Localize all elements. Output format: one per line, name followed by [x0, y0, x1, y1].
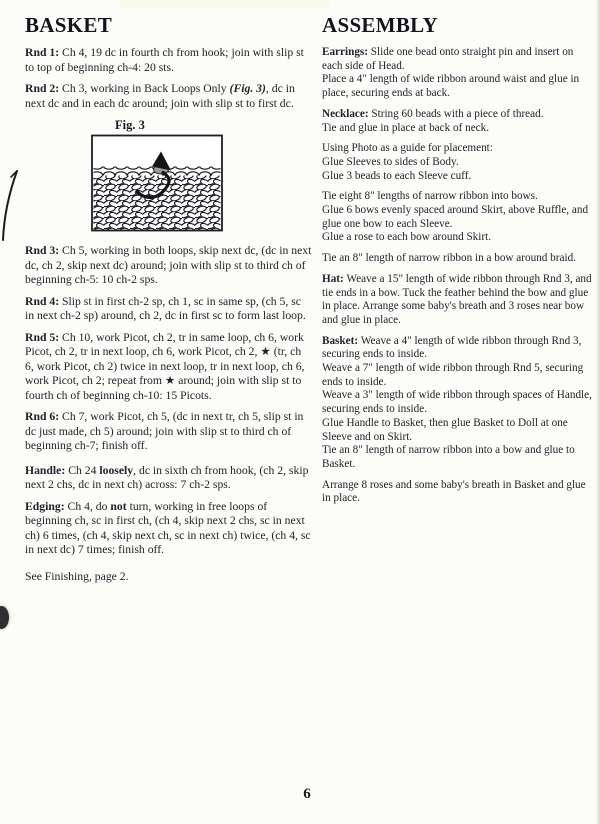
paragraph	[322, 142, 594, 183]
paragraph	[322, 108, 594, 135]
paragraph	[25, 464, 312, 493]
paragraph	[25, 570, 312, 585]
assembly-heading: ASSEMBLY	[322, 13, 439, 37]
text-line	[322, 362, 594, 389]
paragraph	[322, 252, 594, 266]
text-line	[25, 82, 312, 111]
text-run: Ch 5, working in both loops, skip next dc, (dc in next dc, ch 2, skip next dc) around; join with slip st to third ch of beginning ch-5: 10 ch-2 sps.	[25, 244, 312, 286]
paragraph-label: Hat:	[322, 272, 347, 285]
text-line	[322, 417, 594, 444]
text-run: not	[110, 499, 127, 513]
text-run: Weave a 7" length of wide ribbon through Rnd 5, securing ends to inside.	[322, 362, 584, 388]
paragraph	[322, 335, 594, 472]
text-run: Tie an 8" length of narrow ribbon in a bow around braid.	[322, 252, 576, 265]
basket-instructions-bottom	[25, 244, 312, 584]
text-line	[322, 389, 594, 416]
page-number: 6	[303, 786, 311, 802]
text-run: Weave a 4" length of wide ribbon through Rnd 3, securing ends to inside.	[322, 334, 582, 361]
text-line	[25, 331, 312, 404]
paragraph-label: Rnd 4:	[25, 294, 63, 308]
text-run: See Finishing, page 2.	[25, 569, 129, 583]
paragraph	[322, 273, 594, 328]
text-line	[25, 500, 312, 558]
paragraph-label: Rnd 5:	[25, 330, 63, 344]
text-run: Glue a rose to each bow around Skirt.	[322, 231, 492, 244]
paragraph	[322, 190, 594, 245]
text-line	[322, 252, 594, 266]
paragraph-label: Basket:	[322, 334, 361, 347]
text-run: (Fig. 3)	[229, 82, 266, 95]
text-line	[322, 122, 594, 136]
text-line	[322, 190, 594, 204]
paragraph-label: Rnd 3:	[25, 244, 63, 257]
text-run: Glue Sleeves to sides of Body.	[322, 155, 459, 168]
scan-tint	[120, 0, 330, 8]
text-line	[25, 570, 312, 585]
crochet-stitch-diagram	[91, 134, 223, 232]
text-run: Ch 4, 19 dc in fourth ch from hook; join with slip st to top of beginning ch-4: 20 sts.	[25, 46, 304, 74]
paragraph-label: Rnd 6:	[25, 410, 63, 423]
paragraph	[25, 82, 312, 111]
text-line	[322, 108, 594, 122]
text-line	[322, 142, 594, 156]
text-line	[322, 204, 594, 231]
text-run: Ch 4, do	[67, 499, 111, 513]
text-line	[25, 295, 312, 324]
text-run: Tie eight 8" lengths of narrow ribbon into bows.	[322, 190, 538, 203]
paragraph	[25, 331, 312, 404]
paragraph-label: Earrings:	[322, 46, 371, 58]
text-run: Glue 3 beads to each Sleeve cuff.	[322, 169, 472, 182]
text-run: Glue Handle to Basket, then glue Basket to Doll at one Sleeve and on Skirt.	[322, 416, 568, 443]
text-run: Ch 7, work Picot, ch 5, (dc in next tr, ch 5, slip st in dc just made, ch 5) around; join with slip st to third ch of beginning ch-7; finish off.	[25, 410, 304, 452]
scan-artifact-blob	[0, 606, 9, 629]
text-line	[25, 46, 312, 75]
text-line	[322, 156, 594, 170]
text-run: Slide one bead onto straight pin and insert on each side of Head.	[322, 46, 574, 72]
text-line	[322, 73, 594, 100]
stitch-texture	[94, 176, 221, 230]
text-run: Slip st in first ch-2 sp, ch 1, sc in same sp, (ch 5, sc in next ch-2 sp) around, ch 2, dc in first sc to form last loop.	[25, 294, 306, 322]
text-run: Ch 10, work Picot, ch 2, tr in same loop, ch 6, work Picot, ch 2, tr in next loop, ch 6, work Picot, ch 2, ★ (tr, ch 6, work Picot, ch 2) twice in next loop, tr in next loop, ch 6, work Picot, ch 2; repeat from ★ around; join with slip st to fourth ch of beginning ch-10: 15 Picots.	[25, 330, 305, 402]
paragraph-label: Rnd 1:	[25, 46, 63, 59]
paragraph-label: Handle:	[25, 463, 69, 477]
paragraph	[25, 244, 312, 288]
paragraph	[322, 479, 594, 506]
text-run: Tie and glue in place at back of neck.	[322, 121, 490, 134]
text-run: Tie an 8" length of narrow ribbon into a bow and glue to Basket.	[322, 444, 575, 470]
figure-caption: Fig. 3	[115, 118, 145, 132]
basket-heading: BASKET	[25, 13, 112, 37]
text-run: Arrange 8 roses and some baby's breath in Basket and glue in place.	[322, 478, 586, 505]
basket-instructions-top	[25, 46, 312, 111]
paragraph-label: Rnd 2:	[25, 82, 63, 95]
text-line	[322, 335, 594, 362]
text-run: Weave a 3" length of wide ribbon through spaces of Handle, securing ends to inside.	[322, 389, 592, 416]
basket-section	[25, 13, 312, 591]
paragraph-label: Edging:	[25, 499, 68, 513]
paragraph	[25, 295, 312, 324]
text-run: Ch 3, working in Back Loops Only	[62, 82, 230, 95]
text-line	[322, 444, 594, 471]
text-line	[25, 410, 312, 454]
text-line	[322, 46, 594, 73]
figure-3	[91, 118, 223, 232]
text-run: String 60 beads with a piece of thread.	[371, 107, 544, 120]
text-run: loosely	[99, 463, 134, 477]
text-line	[322, 170, 594, 184]
text-run: Glue 6 bows evenly spaced around Skirt, above Ruffle, and glue one bow to each Sleeve.	[322, 204, 589, 230]
scan-artifact-line	[0, 168, 20, 242]
text-run: , dc in next dc and in each dc around; join with slip st to first dc.	[25, 82, 295, 110]
assembly-instructions	[322, 46, 594, 506]
paragraph	[25, 410, 312, 454]
text-line	[322, 273, 594, 328]
text-run: Weave a 15" length of wide ribbon through Rnd 3, and tie ends in a bow. Tuck the feather behind the bow and glue in place. Arrange some baby's breath and 3 roses near bow and glue in place.	[322, 272, 592, 326]
text-run: turn, working in free loops of beginning ch, sc in first ch, (ch 4, skip next 2 chs, sc in next ch) 6 times, (ch 4, skip next ch, sc in next ch) twice, (ch 4, sc in next dc) 7 times; finish off.	[25, 499, 311, 556]
assembly-section	[322, 13, 594, 513]
paragraph	[322, 46, 594, 101]
text-run: Ch 24	[68, 463, 100, 477]
paragraph	[25, 500, 312, 558]
text-line	[322, 231, 594, 245]
text-line	[25, 244, 312, 288]
paragraph	[25, 46, 312, 75]
text-run: Using Photo as a guide for placement:	[322, 142, 493, 155]
text-run: , dc in sixth ch from hook, (ch 2, skip next 2 chs, dc in next ch) across: 7 ch-2 sps.	[25, 463, 309, 491]
paragraph-label: Necklace:	[322, 107, 372, 120]
text-line	[25, 464, 312, 493]
text-run: Place a 4" length of wide ribbon around waist and glue in place, securing ends at back.	[322, 73, 580, 100]
text-line	[322, 479, 594, 506]
page-edge-shading	[596, 0, 600, 824]
